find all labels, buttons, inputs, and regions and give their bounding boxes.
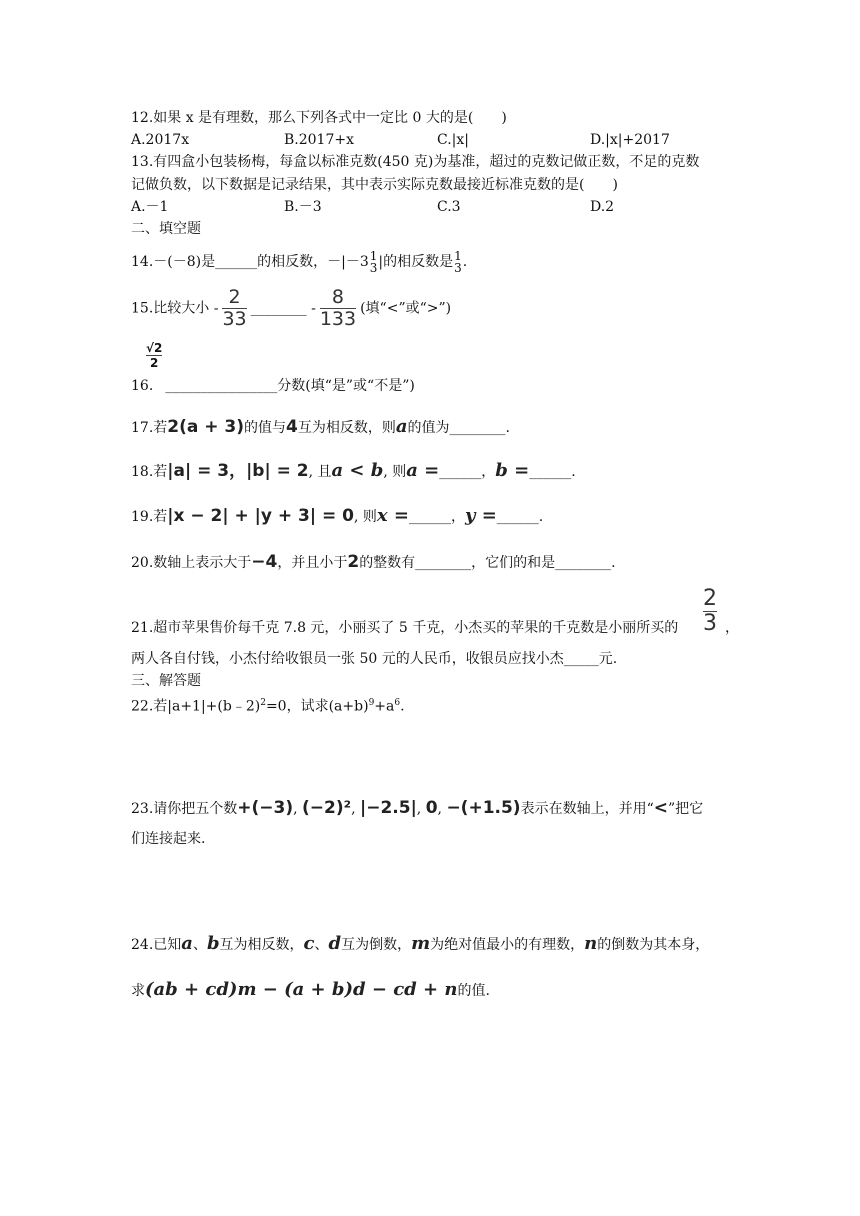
q24-text-1: 24.已知 (131, 937, 182, 953)
q19-expression-3: y = (464, 505, 497, 526)
q17-expression: 2(a + 3) (167, 417, 245, 437)
q16-suffix: 分数(填“是”或“不是”) (277, 378, 415, 394)
q23-separator: , (293, 801, 298, 817)
q13-stem-line2: 记做负数，以下数据是记录结果，其中表示实际克数最接近标准克数的是( ) (131, 177, 618, 193)
q14-answer-fraction (454, 250, 462, 274)
q24-text-6: 求 (131, 983, 145, 999)
q24-variable-c: c (303, 933, 315, 954)
q13-option-b: B.－3 (284, 199, 322, 215)
q15-blank: ________ (250, 300, 307, 317)
q18-text-2: , 且 (308, 464, 332, 480)
q15-fraction-1 (222, 288, 246, 329)
q12-option-a: A.2017x (131, 132, 190, 148)
q24-expression: (ab + cd)m − (a + b)d − cd + n (145, 979, 458, 1000)
q17-line (131, 416, 510, 439)
q18-expression-3: a = (406, 460, 440, 481)
q14-answer-numerator: 1 (454, 249, 462, 263)
q18-expression-2: a < b (331, 460, 384, 481)
q14-answer-denominator: 3 (454, 261, 462, 275)
q15-negative-sign: - (306, 300, 316, 317)
q22-line (131, 694, 405, 716)
q23-number-4: 0 (425, 798, 438, 818)
q15-fraction-1-denominator: 33 (222, 308, 247, 330)
q23-separator: , (416, 801, 422, 817)
q24-line-2 (131, 978, 490, 1003)
q22-text-3: +a (374, 698, 395, 715)
q17-text-1: 17.若 (131, 420, 168, 436)
q24-text-3: 互为倒数， (341, 937, 412, 953)
q20-line (131, 551, 616, 574)
q18-blank-a: ______， (439, 464, 496, 480)
q12-option-c: C.|x| (437, 132, 469, 148)
q24-text-7: 的值. (457, 983, 490, 999)
q22-text-4: . (400, 698, 405, 715)
q24-text-5: 的倒数为其本身， (597, 937, 710, 953)
q20-text-2: ，并且小于 (277, 555, 348, 571)
q23-number-2: (−2)² (302, 798, 352, 818)
q19-expression-1: |x − 2| + |y + 3| = 0 (167, 506, 354, 526)
q12-option-d: D.|x|+2017 (590, 132, 670, 148)
q24-variable-d: d (328, 933, 342, 954)
q17-variable: a (395, 416, 408, 437)
q24-text-2: 互为相反数， (219, 937, 304, 953)
q14-blank: ______ (215, 254, 258, 270)
q15-line (131, 288, 451, 329)
q19-blank-y: ______. (496, 509, 544, 525)
q21-line-1 (131, 619, 678, 637)
q19-line (131, 505, 543, 528)
q24-line-1 (131, 932, 709, 957)
q19-blank-x: ______， (408, 509, 465, 525)
q24-variable-a: a (181, 933, 193, 954)
q17-text-3: 互为相反数，则 (297, 420, 396, 436)
q17-number: 4 (286, 417, 298, 437)
q18-text-1: 18.若 (131, 464, 168, 480)
q20-number-2: 2 (347, 552, 360, 572)
section-heading-fill-in: 二、填空题 (131, 221, 201, 237)
q23-text-1: 23.请你把五个数 (131, 801, 238, 817)
q22-exponent-3: 6 (394, 698, 401, 708)
q12-stem: 12.如果 x 是有理数，那么下列各式中一定比 0 大的是( ) (131, 110, 507, 126)
q13-option-a: A.－1 (131, 199, 169, 215)
q24-text-4: 为绝对值最小的有理数， (430, 937, 585, 953)
q18-expression-4: b = (495, 460, 530, 481)
q23-separator: , (351, 801, 356, 817)
q21-text-1: 21.超市苹果售价每千克 7.8 元，小丽买了 5 千克，小杰买的苹果的千克数是小丽所买的 (131, 620, 679, 636)
q22-text-2: =0，试求(a+b) (265, 698, 369, 715)
q14-mid2: |的相反数是 (378, 254, 454, 270)
q23-line-1 (131, 796, 703, 821)
q15-prefix: 15.比较大小 - (131, 300, 219, 317)
q20-text-1: 20.数轴上表示大于 (131, 555, 252, 571)
q14-end: . (462, 254, 468, 270)
q16-fraction-numerator: √2 (146, 341, 163, 355)
q23-text-3: ”把它 (668, 801, 704, 817)
q15-fraction-1-numerator: 2 (228, 286, 241, 308)
q13-option-d: D.2 (590, 199, 615, 215)
q20-text-3: 的整数有________，它们的和是________. (359, 555, 616, 571)
q22-text-1: 22.若|a+1|+(b﹣2) (131, 698, 261, 715)
q15-suffix: (填“<”或“>”) (360, 300, 452, 317)
q21-line-2: 两人各自付钱，小杰付给收银员一张 50 元的人民币，收银员应找小杰_____元. (131, 651, 618, 667)
q24-variable-n: n (584, 933, 598, 954)
q19-expression-2: x = (376, 505, 409, 526)
q19-text-1: 19.若 (131, 509, 168, 525)
q17-text-4: 的值为________. (407, 420, 510, 436)
q18-expression-1: |a| = 3，|b| = 2 (167, 461, 309, 481)
q23-number-5: −(+1.5) (446, 798, 521, 818)
q24-separator: 、 (192, 937, 207, 953)
q21-fraction-numerator: 2 (703, 586, 717, 611)
q14-prefix: 14.－(－8)是 (131, 254, 216, 270)
q23-number-1: +(−3) (237, 798, 294, 818)
q22-exponent-2: 9 (368, 698, 375, 708)
q22-exponent-1: 2 (260, 698, 266, 708)
q23-less-than-symbol: < (653, 798, 669, 818)
q15-fraction-2-denominator: 133 (319, 308, 357, 330)
q14-line (131, 250, 467, 274)
q16-blank: ________________ (165, 378, 278, 394)
q18-line (131, 460, 576, 483)
q23-number-3: |−2.5| (360, 798, 417, 818)
q16-fraction (146, 342, 162, 369)
q15-fraction-2 (320, 288, 356, 329)
q15-fraction-2-numerator: 8 (331, 286, 344, 308)
q16-line (131, 377, 415, 395)
q12-option-b: B.2017+x (284, 132, 354, 148)
q21-fraction (703, 588, 717, 635)
q17-text-2: 的值与 (244, 420, 287, 436)
q23-separator: , (437, 801, 442, 817)
q24-variable-b: b (206, 933, 220, 954)
q13-stem-line1: 13.有四盒小包装杨梅，每盒以标准克数(450 克)为基准，超过的克数记做正数，不足的克数 (131, 154, 700, 170)
q18-blank-b: ______. (529, 464, 576, 480)
q23-text-2: 表示在数轴上，并用“ (520, 801, 654, 817)
section-heading-solutions: 三、解答题 (131, 673, 201, 689)
q20-number-1: −4 (251, 552, 278, 572)
q14-mid: 的相反数，－|－3 (257, 254, 369, 270)
q21-fraction-denominator: 3 (703, 611, 717, 636)
q18-text-3: , 则 (383, 464, 407, 480)
q24-variable-m: m (411, 933, 431, 954)
q16-fraction-denominator: 2 (150, 356, 159, 370)
q14-fraction-denominator: 3 (369, 261, 378, 275)
q13-option-c: C.3 (437, 199, 461, 215)
q24-separator: 、 (314, 937, 329, 953)
q23-line-2: 们连接起来. (131, 831, 206, 847)
q19-text-2: , 则 (353, 509, 377, 525)
q16-prefix: 16. (131, 378, 154, 394)
q14-fraction-numerator: 1 (369, 249, 378, 263)
q14-fraction (370, 250, 378, 274)
q21-comma: ， (725, 620, 739, 636)
